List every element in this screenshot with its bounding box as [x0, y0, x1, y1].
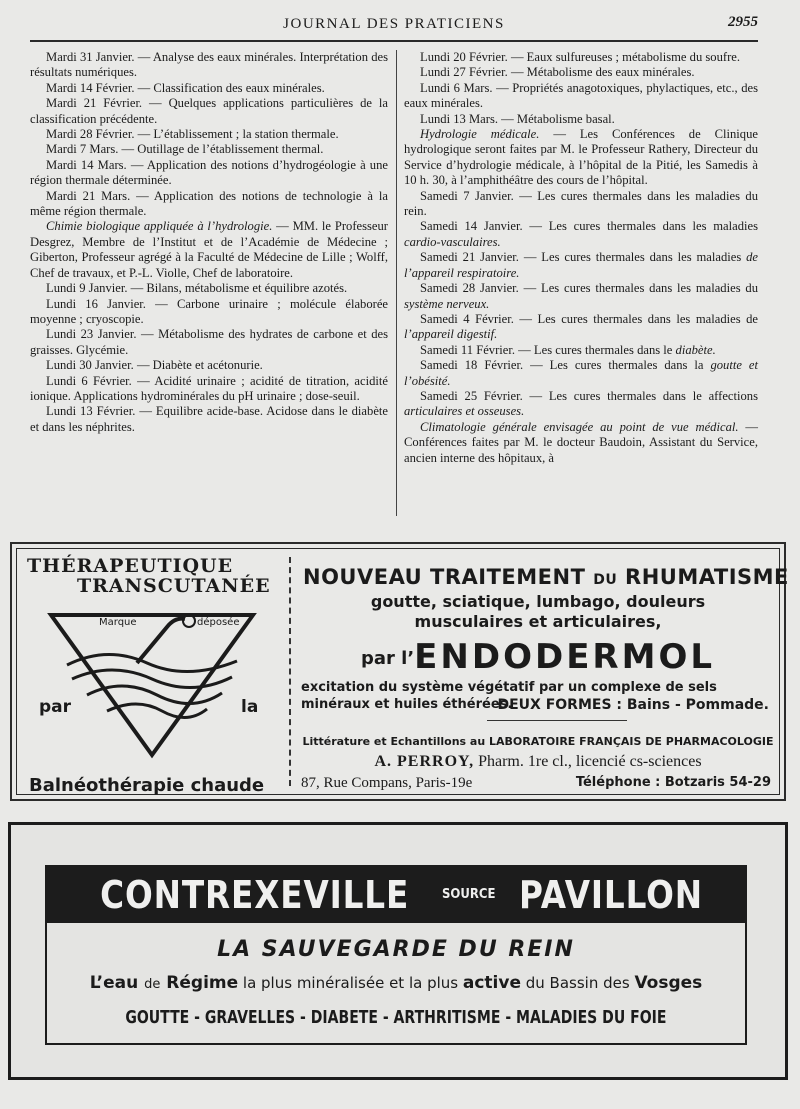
- journal-title: JOURNAL DES PRATICIENS: [283, 16, 505, 32]
- course-entry: [404, 50, 758, 65]
- therapy-title-line1: THÉRAPEUTIQUE: [27, 555, 234, 577]
- entry-text: Mardi 28 Février. — L’établissement ; la station thermale.: [46, 127, 339, 142]
- symptoms-line-2: musculaires et articulaires,: [414, 612, 662, 631]
- entry-text: Mardi 31 Janvier. — Analyse des eaux minérales. Interprétation des résultats numériques.: [30, 50, 388, 80]
- brand-contrexeville: CONTREXEVILLE: [99, 873, 409, 917]
- course-entry: [30, 142, 388, 157]
- contrexeville-ad-frame: [45, 865, 747, 1045]
- entry-text: Lundi 6 Mars. — Propriétés anagotoxiques, phylactiques, etc., des eaux minérales.: [404, 80, 758, 111]
- brand-pavillon: PAVILLON: [518, 873, 703, 917]
- entry-text: de l’appareil respiratoire.: [404, 250, 758, 280]
- entry-text: Lundi 13 Février. — Equilibre acide-base. Acidose dans le diabète et dans les néphrites.: [30, 404, 388, 434]
- entry-text: Samedi 28 Janvier. — Les cures thermales dans les maladies du: [420, 281, 758, 296]
- entry-text: Hydrologie médicale.: [420, 127, 540, 142]
- regime-part-7: Vosges: [634, 973, 703, 993]
- left-column: [30, 50, 388, 435]
- entry-text: Mardi 14 Mars. — Application des notions d’hydrogéologie à une région thermale déterminée.: [30, 157, 388, 188]
- entry-text: Mardi 7 Mars. — Outillage de l’établissement thermal.: [46, 142, 324, 157]
- course-entry: [404, 343, 758, 358]
- course-entry: [30, 127, 388, 142]
- course-entry: [404, 189, 758, 220]
- entry-text: Samedi 4 Février. — Les cures thermales dans les maladies de: [420, 311, 758, 326]
- contrexeville-banner: [47, 867, 745, 923]
- course-entry: [30, 158, 388, 189]
- entry-text: cardio-vasculaires.: [404, 234, 501, 249]
- entry-text: diabète.: [675, 342, 716, 357]
- course-entry: [30, 50, 388, 81]
- symptoms-line-1: goutte, sciatique, lumbago, douleurs: [370, 592, 706, 611]
- brand-prefix: par l’: [360, 648, 415, 669]
- entry-text: Lundi 27 Février. — Métabolisme des eaux minérales.: [420, 65, 695, 80]
- company-address: 87, Rue Compans, Paris-19e: [301, 775, 473, 791]
- article-columns: [30, 50, 758, 516]
- entry-text: Samedi 7 Janvier. — Les cures thermales dans les maladies du rein.: [404, 188, 758, 219]
- course-entry: [30, 327, 388, 358]
- entry-text: Mardi 21 Février. — Quelques applications particulières de la classification précédente.: [30, 96, 388, 126]
- la-label: la: [241, 697, 259, 717]
- course-entry: [404, 112, 758, 127]
- ad-headline: [303, 565, 789, 589]
- course-entry: [404, 281, 758, 312]
- entry-text: Samedi 25 Février. — Les cures thermales dans le affections: [420, 388, 758, 403]
- company-name: A. PERROY,: [374, 753, 475, 770]
- company-detail: Pharm. 1re cl., licencié cs-sciences: [474, 753, 702, 770]
- course-entry: [404, 358, 758, 389]
- entry-text: — Conférences faites par M. le docteur Baudoin, Assistant du Service, ancien interne des hôpitaux, à: [404, 419, 758, 465]
- course-entry: [30, 404, 388, 435]
- regime-part-6: du Bassin des: [520, 974, 635, 992]
- course-entry: [30, 81, 388, 96]
- course-entry: [404, 219, 758, 250]
- entry-text: Samedi 18 Février. — Les cures thermales dans la: [420, 358, 711, 373]
- entry-text: articulaires et osseuses.: [404, 404, 525, 419]
- entry-text: Mardi 14 Février. — Classification des eaux minérales.: [46, 80, 325, 95]
- entry-text: Lundi 16 Janvier. — Carbone urinaire ; molécule élaborée moyenne ; cryoscopie.: [30, 296, 388, 326]
- headline-part-1: NOUVEAU TRAITEMENT: [303, 565, 594, 589]
- diseases-line: [47, 1007, 745, 1028]
- regime-part-5: active: [462, 973, 521, 993]
- endodermol-ad-frame: [16, 548, 789, 796]
- regime-part-3: Régime: [160, 973, 239, 993]
- regime-part-1: L’eau: [89, 973, 145, 993]
- course-entry: [30, 297, 388, 328]
- par-label: par: [39, 697, 72, 717]
- entry-text: Mardi 21 Mars. — Application des notions de technologie à la même région thermale.: [30, 188, 388, 219]
- entry-text: Lundi 13 Mars. — Métabolisme basal.: [420, 111, 615, 126]
- course-entry: [404, 127, 758, 189]
- regime-line: [47, 973, 745, 993]
- symptoms-text: [297, 592, 779, 632]
- bather-triangle-logo: [47, 605, 257, 765]
- product-forms: DEUX FORMES : Bains - Pommade.: [497, 697, 769, 713]
- course-entry: [404, 250, 758, 281]
- entry-text: goutte et l’obésité.: [404, 358, 758, 388]
- course-entry: [404, 312, 758, 343]
- slogan: LA SAUVEGARDE DU REIN: [217, 937, 575, 962]
- entry-text: — MM. le Professeur Desgrez, Membre de l’Institut et de l’Académie de Médecine ; Giberton, Professeur agrégé à la Faculté de Médecine de Lille ; Wolff, Chef de travaux, et P.-L. Violle, Chef de laboratoire.: [30, 219, 388, 280]
- ad-rule: [487, 720, 627, 721]
- regime-part-4: la plus minéralisée et la plus: [238, 974, 463, 992]
- entry-text: l’appareil digestif.: [404, 327, 498, 342]
- course-entry: [30, 189, 388, 220]
- entry-text: Lundi 9 Janvier. — Bilans, métabolisme et équilibre azotés.: [46, 281, 348, 296]
- course-entry: [30, 281, 388, 296]
- brand-line: [297, 637, 779, 677]
- entry-text: Lundi 6 Février. — Acidité urinaire ; acidité de titration, acidité ionique. Applications hydrominérales du pH urinaire ; dose-seuil.: [30, 373, 388, 403]
- entry-text: Samedi 14 Janvier. — Les cures thermales dans les maladies: [420, 219, 758, 234]
- course-entry: [30, 374, 388, 405]
- page-number: 2955: [728, 14, 758, 30]
- endodermol-brand: ENDODERMOL: [414, 637, 716, 677]
- contrexeville-advertisement: [8, 822, 788, 1080]
- course-entry: [30, 358, 388, 373]
- balneotherapy-label: Balnéothérapie chaude: [29, 775, 265, 796]
- entry-text: système nerveux.: [404, 296, 490, 311]
- right-column: [404, 50, 758, 466]
- column-divider: [396, 50, 397, 516]
- product-description: excitation du système végétatif par un complexe de sels minéraux et huiles éthérées.: [301, 680, 717, 712]
- endodermol-advertisement: [10, 542, 789, 801]
- entry-text: — Les Conférences de Clinique hydrologique seront faites par M. le Professeur Rathery, Directeur du Service d’hydrologie médicale, à l’hôpital de la Pitié, les Samedis à 10 h. 30, à l’amphithéâtre des cours de l’hôpital.: [404, 127, 758, 188]
- course-entry: [30, 219, 388, 281]
- course-entry: [404, 389, 758, 420]
- page-header: [30, 14, 758, 42]
- ad-dashed-separator: [289, 557, 291, 786]
- company-line: [297, 753, 779, 771]
- course-entry: [404, 420, 758, 466]
- course-entry: [404, 65, 758, 80]
- therapy-title-line2: TRANSCUTANÉE: [77, 575, 271, 597]
- headline-part-2: RHUMATISME: [617, 565, 789, 589]
- regime-part-2: de: [144, 977, 161, 992]
- company-phone: Téléphone : Botzaris 54-29: [575, 775, 771, 790]
- literature-line: Littérature et Echantillons au LABORATOIRE FRANÇAIS DE PHARMACOLOGIE: [302, 735, 774, 748]
- diseases-text: GOUTTE - GRAVELLES - DIABETE - ARTHRITISME - MALADIES DU FOIE: [125, 1007, 667, 1028]
- entry-text: Lundi 23 Janvier. — Métabolisme des hydrates de carbone et des graisses. Glycémie.: [30, 327, 388, 357]
- entry-text: Chimie biologique appliquée à l’hydrologie.: [46, 219, 273, 234]
- entry-text: Samedi 11 Février. — Les cures thermales dans le: [420, 342, 676, 357]
- headline-du: DU: [593, 572, 618, 588]
- entry-text: Lundi 30 Janvier. — Diabète et acétonurie.: [46, 358, 263, 373]
- logo-marque-label: Marque: [99, 617, 137, 628]
- course-entry: [404, 81, 758, 112]
- entry-text: Samedi 21 Janvier. — Les cures thermales dans les maladies: [420, 250, 747, 265]
- entry-text: Climatologie générale envisagée au point de vue médical.: [420, 419, 739, 434]
- logo-deposee-label: déposée: [197, 617, 240, 628]
- course-entry: [30, 96, 388, 127]
- source-label: SOURCE: [441, 887, 496, 902]
- endodermol-panel: [297, 549, 789, 794]
- therapy-panel: [17, 549, 287, 794]
- entry-text: Lundi 20 Février. — Eaux sulfureuses ; métabolisme du soufre.: [420, 50, 741, 64]
